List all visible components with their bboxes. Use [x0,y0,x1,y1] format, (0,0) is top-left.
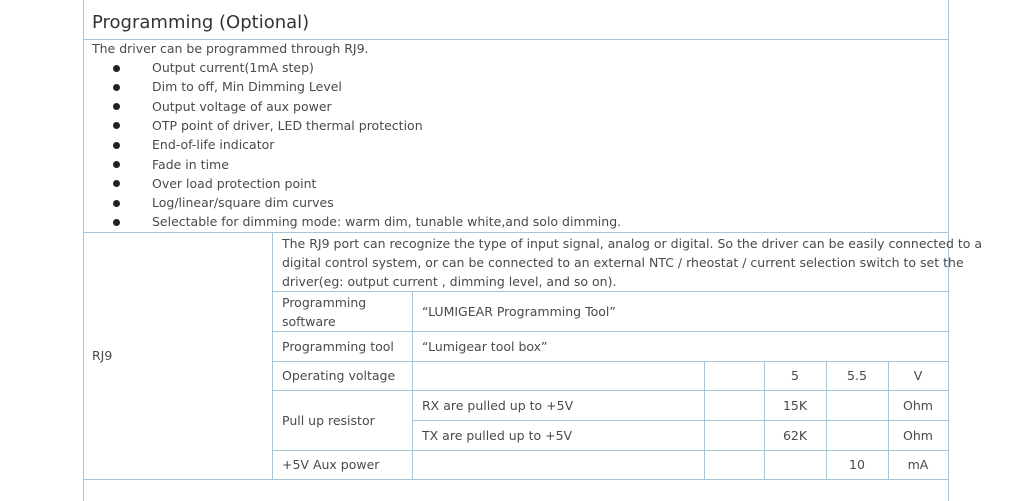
pullup-rx-unit: Ohm [903,398,933,413]
row-line [272,361,948,362]
aux-label: +5V Aux power [282,457,380,472]
bullet-icon [113,161,120,168]
feature-item: Output current(1mA step) [152,60,314,75]
row-line [272,390,948,391]
bullet-icon [113,84,120,91]
aux-unit: mA [907,457,929,472]
feature-item: Dim to off, Min Dimming Level [152,79,342,95]
row-line [272,331,948,332]
pullup-rx-typ: 15K [782,398,808,413]
software-value: “LUMIGEAR Programming Tool” [422,304,616,319]
rj9-label: RJ9 [92,348,113,363]
pullup-tx-typ: 62K [782,428,808,443]
feature-item: Fade in time [152,156,229,172]
voltage-max: 5.5 [847,368,867,383]
pullup-label: Pull up resistor [282,413,375,428]
bullet-icon [113,200,120,207]
col-line [412,291,413,479]
bullet-icon [113,65,120,72]
row-line [272,450,948,451]
bullet-icon [113,219,120,226]
voltage-typ: 5 [791,368,799,383]
voltage-label: Operating voltage [282,368,396,383]
voltage-unit: V [913,368,923,383]
rj9-description-line2: digital control system, or can be connected to an external NTC / rheostat / current selection switch to set the [282,255,964,270]
table-top-border [84,232,948,233]
col-line [704,361,705,479]
table-divider-label [272,232,273,479]
software-label-line1: Programming [282,295,367,310]
tool-value: “Lumigear tool box” [422,339,548,354]
pullup-rx-desc: RX are pulled up to +5V [422,398,574,413]
feature-item: Output voltage of aux power [152,98,332,114]
feature-item: OTP point of driver, LED thermal protection [152,117,423,133]
rj9-description-line3: driver(eg: output current , dimming level, and so on). [282,274,617,289]
aux-max: 10 [849,457,865,472]
section-title: Programming (Optional) [92,12,310,33]
intro-text: The driver can be programmed through RJ9. [92,41,369,56]
row-line [272,291,948,292]
table-bottom-border [84,479,948,480]
row-line [412,420,948,421]
feature-item: Over load protection point [152,175,317,191]
feature-item: Log/linear/square dim curves [152,195,334,211]
pullup-tx-desc: TX are pulled up to +5V [422,428,573,443]
rj9-description-line1: The RJ9 port can recognize the type of input signal, analog or digital. So the driver can be easily connected to a [282,236,983,251]
feature-item: Selectable for dimming mode: warm dim, tunable white,and solo dimming. [152,214,622,230]
feature-item: End-of-life indicator [152,137,275,153]
tool-label: Programming tool [282,339,394,354]
bullet-icon [113,142,120,149]
pullup-tx-unit: Ohm [903,428,933,443]
software-label-line2: software [282,314,336,329]
